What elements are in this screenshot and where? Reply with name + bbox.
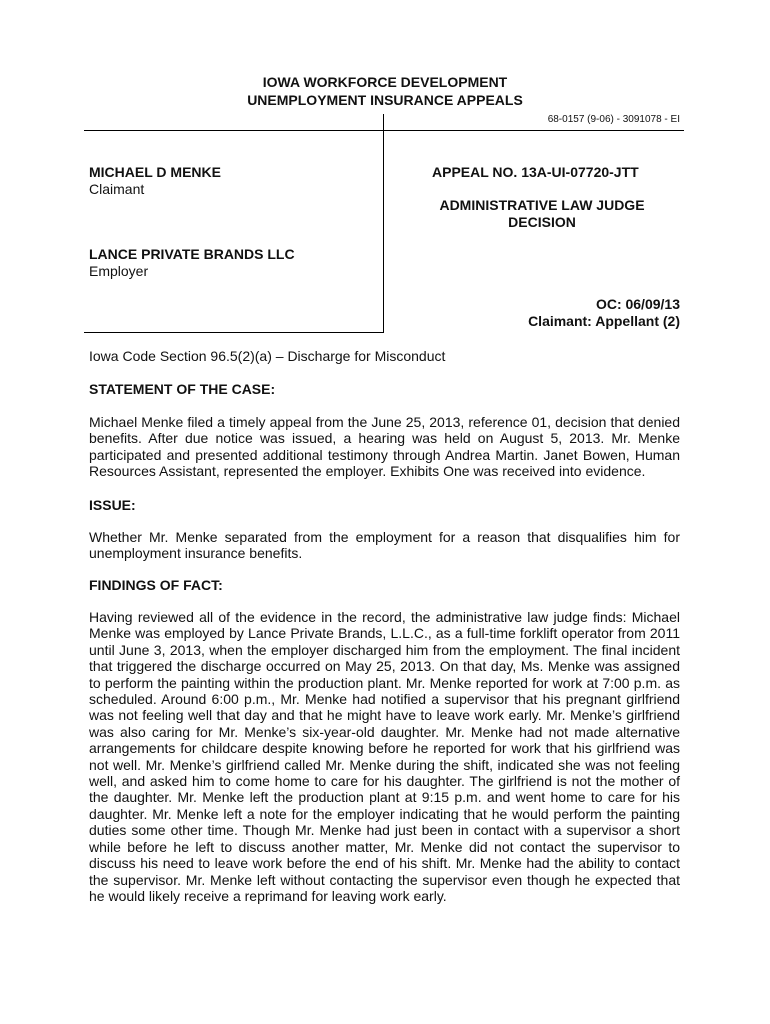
findings-paragraph	[89, 609, 680, 904]
findings-line: until June 3, 2013, when the employer discharged him from the employment. The final incident	[89, 641, 680, 658]
division-title: UNEMPLOYMENT INSURANCE APPEALS	[247, 92, 523, 108]
claimant-role: Claimant	[89, 181, 145, 197]
findings-line: while before he left to discuss another matter, Mr. Menke did not contact the supervisor to	[89, 838, 680, 855]
findings-line: discuss his need to leave work before the end of his shift. Mr. Menke had the ability to contact	[89, 855, 680, 872]
findings-line: the supervisor. Mr. Menke left without contacting the supervisor even though he expected that	[89, 871, 680, 888]
statement-heading: STATEMENT OF THE CASE:	[89, 381, 276, 397]
findings-line: the daughter. Mr. Menke left the production plant at 9:15 p.m. and went home to care for his	[89, 789, 680, 806]
oc-date: OC: 06/09/13	[595, 296, 680, 312]
statement-line: Michael Menke filed a timely appeal from the June 25, 2013, reference 01, decision that denied	[89, 414, 680, 430]
findings-line: well, and asked him to come home to care for his daughter. The girlfriend is not the mother of	[89, 773, 680, 790]
caption-divider	[383, 114, 384, 332]
findings-line: to perform the painting within the production plant. Mr. Menke reported for work at 7:00 p.m. as	[89, 674, 680, 691]
findings-line: daughter. Mr. Menke left a note for the employer indicating that he would perform the painting	[89, 805, 680, 822]
findings-line: was not feeling well that day and that he might have to leave work early. Mr. Menke’s girlfriend	[89, 707, 680, 724]
claimant-block	[89, 164, 221, 198]
issue-line: unemployment insurance benefits.	[89, 545, 303, 562]
appellant-status: Claimant: Appellant (2)	[528, 313, 680, 329]
issue-heading: ISSUE:	[89, 497, 136, 513]
issue-paragraph	[89, 529, 680, 562]
caption-bottom-rule	[84, 332, 384, 333]
code-section: Iowa Code Section 96.5(2)(a) – Discharge for Misconduct	[89, 348, 446, 364]
decision-title-line1: ADMINISTRATIVE LAW JUDGE	[439, 197, 645, 213]
statement-line: benefits. After due notice was issued, a hearing was held on August 5, 2013. Mr. Menke	[89, 430, 680, 447]
employer-name: LANCE PRIVATE BRANDS LLC	[89, 246, 295, 262]
form-number: 68-0157 (9-06) - 3091078 - EI	[547, 114, 680, 125]
caption-top-rule	[84, 130, 684, 131]
statement-paragraph	[89, 414, 680, 480]
decision-title	[432, 197, 652, 231]
issue-line: Whether Mr. Menke separated from the employment for a reason that disqualifies him for	[89, 529, 680, 545]
statement-line: participated and presented additional testimony through Andrea Martin. Janet Bowen, Human	[89, 446, 680, 463]
agency-title: IOWA WORKFORCE DEVELOPMENT	[262, 74, 508, 90]
employer-role: Employer	[89, 263, 149, 279]
findings-line: scheduled. Around 6:00 p.m., Mr. Menke had notified a supervisor that his pregnant girlfriend	[89, 691, 680, 708]
statement-line: Resources Assistant, represented the employer. Exhibits One was received into evidence.	[89, 463, 646, 480]
findings-line: Menke was employed by Lance Private Brands, L.L.C., as a full-time forklift operator from 2011	[89, 625, 680, 642]
findings-line: Having reviewed all of the evidence in the record, the administrative law judge finds: Michael	[89, 609, 680, 625]
appeal-number: APPEAL NO. 13A-UI-07720-JTT	[432, 164, 639, 180]
findings-line: was also caring for Mr. Menke’s six-year-old daughter. Mr. Menke had not made alternative	[89, 723, 680, 740]
employer-block	[89, 246, 295, 280]
decision-title-line2: DECISION	[508, 214, 576, 230]
findings-line: that triggered the discharge occurred on May 25, 2013. On that day, Ms. Menke was assigned	[89, 658, 680, 675]
findings-heading: FINDINGS OF FACT:	[89, 577, 223, 593]
findings-line: arrangements for childcare despite knowing before he reported for work that his girlfriend was	[89, 740, 680, 757]
findings-line: duties some other time. Though Mr. Menke had just been in contact with a supervisor a short	[89, 822, 680, 839]
claimant-name: MICHAEL D MENKE	[89, 164, 221, 180]
findings-line: not well. Mr. Menke’s girlfriend called Mr. Menke during the shift, indicated she was not feeling	[89, 756, 680, 773]
findings-line: he would likely receive a reprimand for leaving work early.	[89, 887, 447, 904]
oc-block	[528, 296, 680, 330]
